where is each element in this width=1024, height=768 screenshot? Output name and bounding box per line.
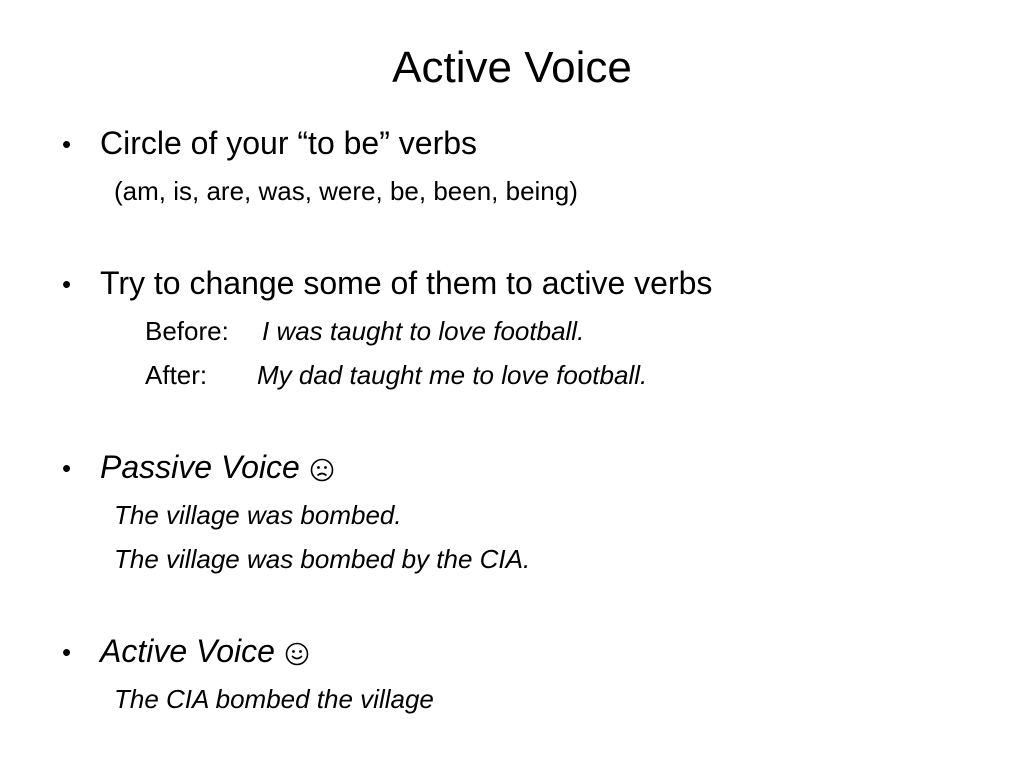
example-after-label: After: [145,360,208,390]
active-example: The CIA bombed the village [114,684,434,714]
example-before-sentence: I was taught to love football. [262,316,585,346]
active-voice-label: Active Voice [100,633,275,669]
example-before-label: Before: [145,316,229,346]
passive-example-2: The village was bombed by the CIA. [114,544,531,574]
passive-voice-label: Passive Voice [100,449,300,485]
bullet-dot: • [62,453,72,483]
passive-example-1: The village was bombed. [114,500,402,530]
bullet-passive-voice [100,447,334,487]
bullet-dot: • [62,129,72,159]
bullet-change-to-active: Try to change some of them to active verbs [100,265,713,301]
bullet-circle-to-be-verbs: Circle of your “to be” verbs [100,125,478,161]
bullet-active-voice [100,631,309,671]
smiley-face-icon [285,642,309,666]
sad-face-icon [310,458,334,482]
to-be-verbs-list: (am, is, are, was, were, be, been, being) [114,176,578,206]
slide-title: Active Voice [392,43,632,92]
bullet-dot: • [62,637,72,667]
bullet-dot: • [62,269,72,299]
example-after-sentence: My dad taught me to love football. [257,360,648,390]
